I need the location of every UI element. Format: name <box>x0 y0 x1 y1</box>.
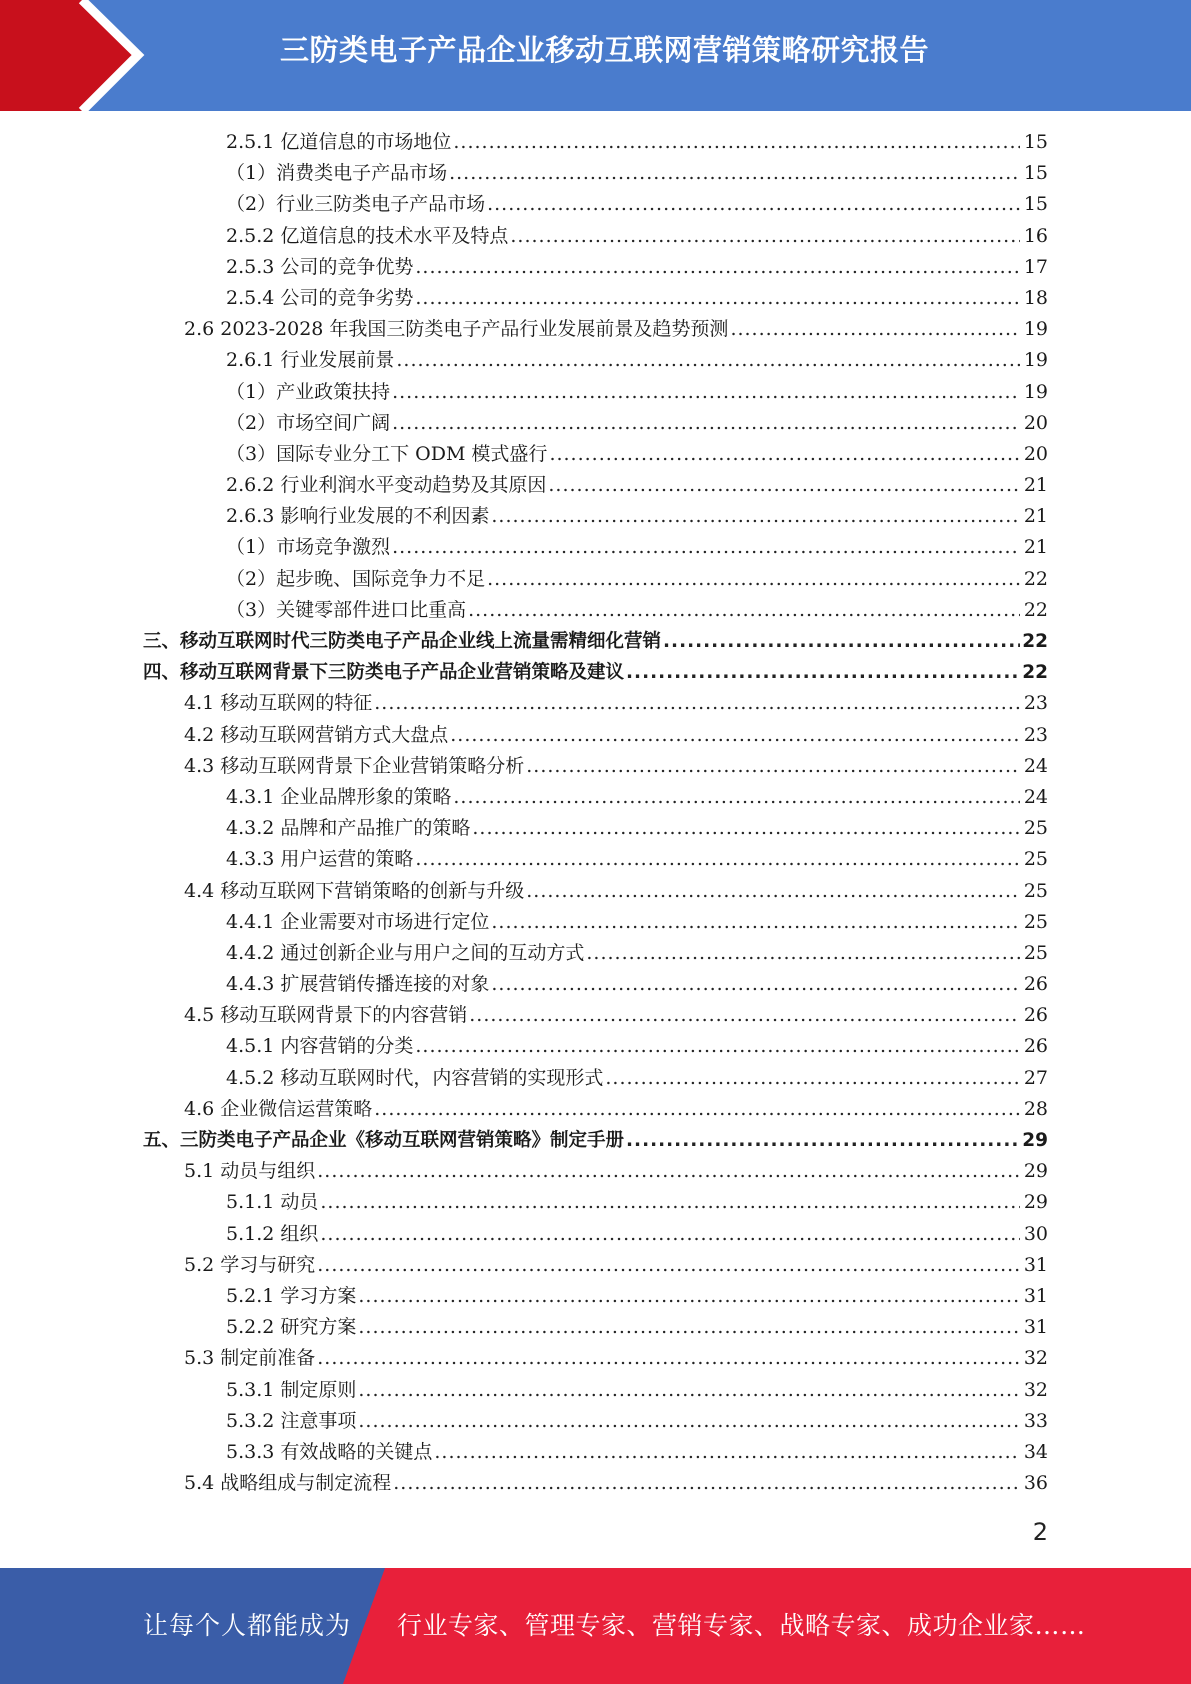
toc-entry[interactable] <box>0 720 1191 751</box>
toc-entry[interactable] <box>0 938 1191 969</box>
toc-entry[interactable] <box>0 1406 1191 1437</box>
toc-dot-leader <box>374 1094 1020 1125</box>
toc-entry-page: 24 <box>1023 754 1048 777</box>
toc-entry-page: 32 <box>1023 1347 1048 1370</box>
toc-entry[interactable] <box>0 345 1191 376</box>
toc-dot-leader <box>626 657 1020 688</box>
toc-entry-title: 2.6.2 行业利润水平变动趋势及其原因 <box>226 474 547 497</box>
toc-entry-title: 4.3.1 企业品牌形象的策略 <box>226 785 452 808</box>
report-title: 三防类电子产品企业移动互联网营销策略研究报告 <box>279 33 929 67</box>
toc-entry[interactable] <box>0 782 1191 813</box>
toc-entry[interactable] <box>0 657 1191 688</box>
toc-entry-page: 19 <box>1023 349 1048 372</box>
toc-entry-page: 32 <box>1023 1378 1048 1401</box>
toc-entry[interactable] <box>0 1281 1191 1312</box>
toc-dot-leader <box>605 1063 1020 1094</box>
toc-entry[interactable] <box>0 688 1191 719</box>
toc-entry-page: 21 <box>1023 536 1048 559</box>
toc-entry-page: 22 <box>1023 567 1048 590</box>
toc-entry-page: 36 <box>1023 1472 1048 1495</box>
toc-dot-leader <box>317 1156 1020 1187</box>
toc-entry[interactable] <box>0 626 1191 657</box>
toc-entry-page: 24 <box>1023 785 1048 808</box>
toc-dot-leader <box>415 283 1020 314</box>
toc-entry-page: 17 <box>1023 255 1048 278</box>
toc-entry-title: 5.3.2 注意事项 <box>226 1409 357 1432</box>
toc-entry-title: 4.5.1 内容营销的分类 <box>226 1035 414 1058</box>
toc-entry-page: 29 <box>1023 1191 1048 1214</box>
toc-dot-leader <box>320 1219 1020 1250</box>
toc-entry[interactable] <box>0 876 1191 907</box>
toc-dot-leader <box>358 1312 1020 1343</box>
toc-dot-leader <box>491 501 1020 532</box>
toc-entry-title: （3）关键零部件进口比重高 <box>226 598 467 621</box>
toc-entry[interactable] <box>0 1031 1191 1062</box>
toc-entry[interactable] <box>0 189 1191 220</box>
toc-entry-title: 2.5.4 公司的竞争劣势 <box>226 286 414 309</box>
page-header <box>0 0 1191 111</box>
toc-dot-leader <box>469 1000 1020 1031</box>
toc-entry[interactable] <box>0 1094 1191 1125</box>
toc-entry[interactable] <box>0 1219 1191 1250</box>
toc-entry-page: 20 <box>1023 442 1048 465</box>
toc-entry-title: 5.1.2 组织 <box>226 1222 319 1245</box>
toc-entry-page: 27 <box>1023 1066 1048 1089</box>
toc-entry[interactable] <box>0 1156 1191 1187</box>
toc-dot-leader <box>392 532 1020 563</box>
toc-entry-title: 5.3.3 有效战略的关键点 <box>226 1440 433 1463</box>
toc-entry-title: （2）行业三防类电子产品市场 <box>226 193 486 216</box>
toc-entry-title: 4.4.1 企业需要对市场进行定位 <box>226 910 490 933</box>
toc-entry[interactable] <box>0 1125 1191 1156</box>
toc-entry-title: （1）消费类电子产品市场 <box>226 162 448 185</box>
toc-entry-title: 5.3.1 制定原则 <box>226 1378 357 1401</box>
toc-dot-leader <box>468 595 1020 626</box>
toc-entry-title: 4.4.2 通过创新企业与用户之间的互动方式 <box>226 941 585 964</box>
toc-dot-leader <box>526 876 1020 907</box>
table-of-contents <box>0 127 1191 1499</box>
toc-entry[interactable] <box>0 314 1191 345</box>
toc-entry-page: 18 <box>1023 286 1048 309</box>
toc-dot-leader <box>396 345 1020 376</box>
toc-entry-title: 5.2 学习与研究 <box>184 1253 316 1276</box>
toc-dot-leader <box>392 377 1020 408</box>
toc-entry-title: 2.6.1 行业发展前景 <box>226 349 395 372</box>
toc-entry-title: 4.4.3 扩展营销传播连接的对象 <box>226 973 490 996</box>
footer-slogan-right: 行业专家、管理专家、营销专家、战略专家、成功企业家…… <box>397 1611 1086 1640</box>
toc-dot-leader <box>526 751 1020 782</box>
toc-dot-leader <box>415 1031 1020 1062</box>
toc-entry-title: 4.3 移动互联网背景下企业营销策略分析 <box>184 754 525 777</box>
toc-entry[interactable] <box>0 439 1191 470</box>
toc-dot-leader <box>549 439 1020 470</box>
toc-dot-leader <box>663 626 1020 657</box>
toc-entry-page: 25 <box>1023 941 1048 964</box>
toc-dot-leader <box>450 720 1020 751</box>
toc-entry-page: 31 <box>1023 1316 1048 1339</box>
toc-dot-leader <box>317 1250 1020 1281</box>
toc-entry[interactable] <box>0 408 1191 439</box>
toc-entry[interactable] <box>0 1468 1191 1499</box>
toc-entry[interactable] <box>0 252 1191 283</box>
toc-entry[interactable] <box>0 377 1191 408</box>
toc-dot-leader <box>487 564 1020 595</box>
toc-dot-leader <box>472 813 1020 844</box>
toc-entry-title: 5.2.1 学习方案 <box>226 1284 357 1307</box>
toc-entry[interactable] <box>0 751 1191 782</box>
toc-entry-page: 20 <box>1023 411 1048 434</box>
toc-dot-leader <box>358 1375 1020 1406</box>
toc-entry-page: 26 <box>1023 1035 1048 1058</box>
toc-entry-title: 2.6.3 影响行业发展的不利因素 <box>226 505 490 528</box>
toc-entry-title: 四、移动互联网背景下三防类电子产品企业营销策略及建议 <box>143 662 625 684</box>
toc-entry[interactable] <box>0 283 1191 314</box>
toc-entry-page: 28 <box>1023 1097 1048 1120</box>
toc-dot-leader <box>586 938 1020 969</box>
toc-dot-leader <box>491 907 1020 938</box>
toc-entry[interactable] <box>0 1312 1191 1343</box>
toc-entry-page: 31 <box>1023 1253 1048 1276</box>
toc-entry-title: 4.5.2 移动互联网时代，内容营销的实现形式 <box>226 1066 604 1089</box>
toc-entry-page: 25 <box>1023 879 1048 902</box>
toc-dot-leader <box>730 314 1020 345</box>
toc-entry[interactable] <box>0 1437 1191 1468</box>
toc-entry-page: 26 <box>1023 973 1048 996</box>
toc-entry[interactable] <box>0 1063 1191 1094</box>
toc-entry-page: 16 <box>1023 224 1048 247</box>
toc-entry-page: 15 <box>1023 193 1048 216</box>
toc-dot-leader <box>434 1437 1020 1468</box>
toc-entry-title: 5.3 制定前准备 <box>184 1347 316 1370</box>
toc-entry-page: 21 <box>1023 474 1048 497</box>
toc-entry[interactable] <box>0 221 1191 252</box>
toc-entry-page: 25 <box>1023 848 1048 871</box>
toc-entry-title: 4.2 移动互联网营销方式大盘点 <box>184 723 449 746</box>
toc-dot-leader <box>415 844 1020 875</box>
toc-entry-title: 5.1 动员与组织 <box>184 1160 316 1183</box>
toc-entry-page: 23 <box>1023 723 1048 746</box>
toc-entry-title: 2.6 2023-2028 年我国三防类电子产品行业发展前景及趋势预测 <box>184 318 729 341</box>
toc-dot-leader <box>487 189 1020 220</box>
page-footer <box>0 1568 1191 1684</box>
toc-entry[interactable] <box>0 470 1191 501</box>
toc-entry-page: 22 <box>1022 631 1048 652</box>
toc-dot-leader <box>453 127 1020 158</box>
toc-entry-title: 2.5.3 公司的竞争优势 <box>226 255 414 278</box>
toc-entry-page: 29 <box>1023 1160 1048 1183</box>
toc-entry[interactable] <box>0 1375 1191 1406</box>
toc-entry-page: 21 <box>1023 505 1048 528</box>
toc-entry[interactable] <box>0 813 1191 844</box>
toc-entry[interactable] <box>0 1000 1191 1031</box>
toc-entry-title: （1）市场竞争激烈 <box>226 536 391 559</box>
footer-slogan-left: 让每个人都能成为 <box>143 1611 352 1640</box>
toc-entry-title: 4.3.3 用户运营的策略 <box>226 848 414 871</box>
toc-entry[interactable] <box>0 564 1191 595</box>
toc-entry-page: 22 <box>1023 598 1048 621</box>
toc-entry[interactable] <box>0 1187 1191 1218</box>
toc-entry-title: （1）产业政策扶持 <box>226 380 391 403</box>
toc-entry-page: 25 <box>1023 910 1048 933</box>
toc-dot-leader <box>358 1281 1020 1312</box>
toc-entry[interactable] <box>0 532 1191 563</box>
toc-entry-page: 29 <box>1022 1130 1048 1151</box>
toc-entry[interactable] <box>0 501 1191 532</box>
toc-entry-title: 三、移动互联网时代三防类电子产品企业线上流量需精细化营销 <box>143 631 662 652</box>
toc-dot-leader <box>548 470 1020 501</box>
toc-entry-page: 15 <box>1023 131 1048 153</box>
toc-dot-leader <box>453 782 1020 813</box>
toc-dot-leader <box>510 221 1020 252</box>
toc-entry-page: 33 <box>1023 1409 1048 1432</box>
toc-entry-title: 2.5.2 亿道信息的技术水平及特点 <box>226 224 509 247</box>
toc-entry-page: 19 <box>1023 318 1048 341</box>
toc-dot-leader <box>358 1406 1020 1437</box>
toc-entry[interactable] <box>0 1343 1191 1374</box>
toc-entry-title: （3）国际专业分工下 ODM 模式盛行 <box>226 442 548 465</box>
toc-entry-page: 26 <box>1023 1004 1048 1027</box>
toc-entry-title: 2.5.1 亿道信息的市场地位 <box>226 131 452 153</box>
toc-entry[interactable] <box>0 907 1191 938</box>
toc-dot-leader <box>491 969 1020 1000</box>
toc-entry-title: 4.5 移动互联网背景下的内容营销 <box>184 1004 468 1027</box>
toc-entry[interactable] <box>0 127 1191 158</box>
toc-entry-title: 5.1.1 动员 <box>226 1191 319 1214</box>
toc-entry-title: 5.2.2 研究方案 <box>226 1316 357 1339</box>
toc-entry-title: 4.1 移动互联网的特征 <box>184 692 373 715</box>
toc-entry-page: 22 <box>1022 662 1048 684</box>
toc-entry[interactable] <box>0 158 1191 189</box>
page-number: 2 <box>1032 1518 1048 1546</box>
toc-entry[interactable] <box>0 844 1191 875</box>
toc-entry-title: 五、三防类电子产品企业《移动互联网营销策略》制定手册 <box>143 1130 625 1151</box>
toc-entry[interactable] <box>0 969 1191 1000</box>
toc-entry-page: 31 <box>1023 1284 1048 1307</box>
toc-dot-leader <box>449 158 1020 189</box>
toc-entry-page: 19 <box>1023 380 1048 403</box>
toc-entry-page: 23 <box>1023 692 1048 715</box>
toc-dot-leader <box>392 408 1020 439</box>
toc-entry-title: （2）起步晚、国际竞争力不足 <box>226 567 486 590</box>
toc-dot-leader <box>317 1343 1020 1374</box>
toc-dot-leader <box>626 1125 1020 1156</box>
toc-dot-leader <box>374 688 1020 719</box>
toc-entry[interactable] <box>0 595 1191 626</box>
toc-dot-leader <box>415 252 1020 283</box>
toc-dot-leader <box>393 1468 1020 1499</box>
toc-entry-title: （2）市场空间广阔 <box>226 411 391 434</box>
toc-entry-page: 30 <box>1023 1222 1048 1245</box>
toc-entry-title: 4.4 移动互联网下营销策略的创新与升级 <box>184 879 525 902</box>
toc-entry-page: 15 <box>1023 162 1048 185</box>
toc-entry-title: 4.3.2 品牌和产品推广的策略 <box>226 817 471 840</box>
toc-entry-title: 4.6 企业微信运营策略 <box>184 1097 373 1120</box>
toc-entry-title: 5.4 战略组成与制定流程 <box>184 1472 392 1495</box>
toc-entry-page: 25 <box>1023 817 1048 840</box>
toc-dot-leader <box>320 1187 1020 1218</box>
toc-entry-page: 34 <box>1023 1440 1048 1463</box>
toc-entry[interactable] <box>0 1250 1191 1281</box>
